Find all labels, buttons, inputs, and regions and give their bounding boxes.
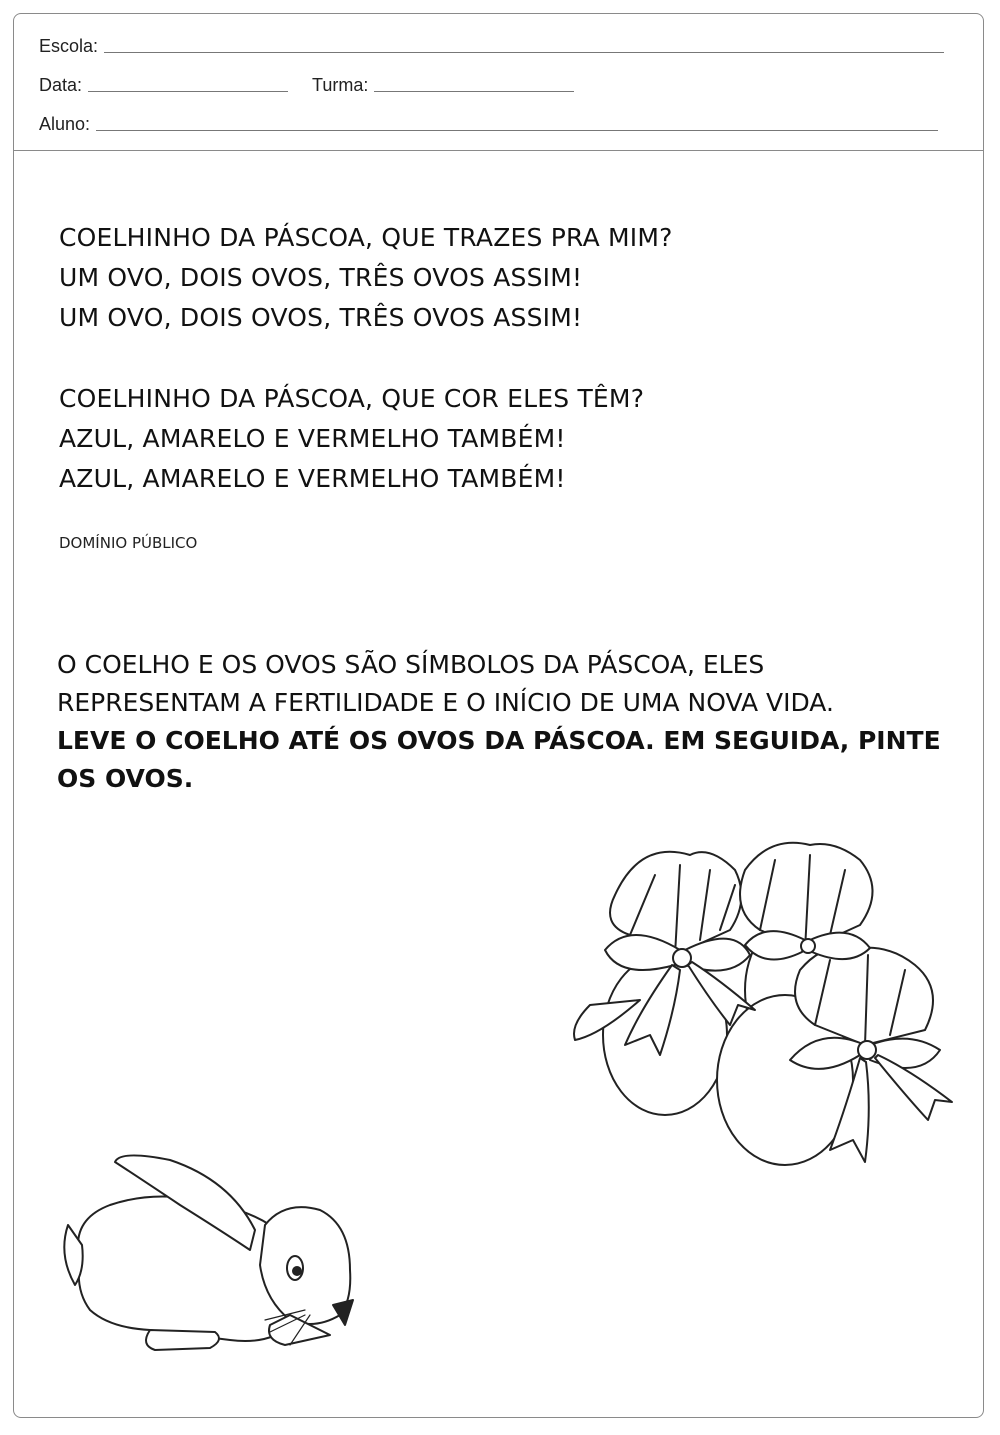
- student-label: Aluno:: [39, 114, 91, 134]
- poem-line: COELHINHO DA PÁSCOA, QUE TRAZES PRA MIM?: [59, 223, 673, 252]
- poem-line: COELHINHO DA PÁSCOA, QUE COR ELES TÊM?: [59, 384, 645, 413]
- instructions-line-2: REPRESENTAM A FERTILIDADE E O INÍCIO DE UMA NOVA VIDA.: [57, 688, 834, 717]
- poem-line: UM OVO, DOIS OVOS, TRÊS OVOS ASSIM!: [59, 303, 583, 332]
- class-field[interactable]: [312, 75, 574, 96]
- student-line[interactable]: [96, 130, 938, 131]
- class-line[interactable]: [374, 91, 574, 92]
- date-label: Data:: [39, 75, 83, 95]
- header-divider: [13, 150, 984, 151]
- instructions: [57, 646, 957, 798]
- poem-line: AZUL, AMARELO E VERMELHO TAMBÉM!: [59, 464, 566, 493]
- date-line[interactable]: [88, 91, 288, 92]
- instructions-task: LEVE O COELHO ATÉ OS OVOS DA PÁSCOA. EM SEGUIDA, PINTE OS OVOS.: [57, 726, 941, 793]
- date-field[interactable]: [39, 75, 288, 96]
- poem-line: UM OVO, DOIS OVOS, TRÊS OVOS ASSIM!: [59, 263, 583, 292]
- poem-line: AZUL, AMARELO E VERMELHO TAMBÉM!: [59, 424, 566, 453]
- school-field[interactable]: [39, 36, 944, 57]
- instructions-line-1: O COELHO E OS OVOS SÃO SÍMBOLOS DA PÁSCOA, ELES: [57, 650, 765, 679]
- poem-stanza-1: [59, 218, 673, 338]
- class-label: Turma:: [312, 75, 369, 95]
- student-field[interactable]: [39, 114, 938, 135]
- school-label: Escola:: [39, 36, 99, 56]
- poem-credit: DOMÍNIO PÚBLICO: [59, 534, 198, 552]
- rabbit-icon[interactable]: [50, 1150, 370, 1360]
- rabbit-hind-foot: [146, 1330, 219, 1350]
- easter-eggs-with-bows-icon[interactable]: [560, 830, 960, 1175]
- school-line[interactable]: [104, 52, 944, 53]
- poem-stanza-2: [59, 379, 644, 499]
